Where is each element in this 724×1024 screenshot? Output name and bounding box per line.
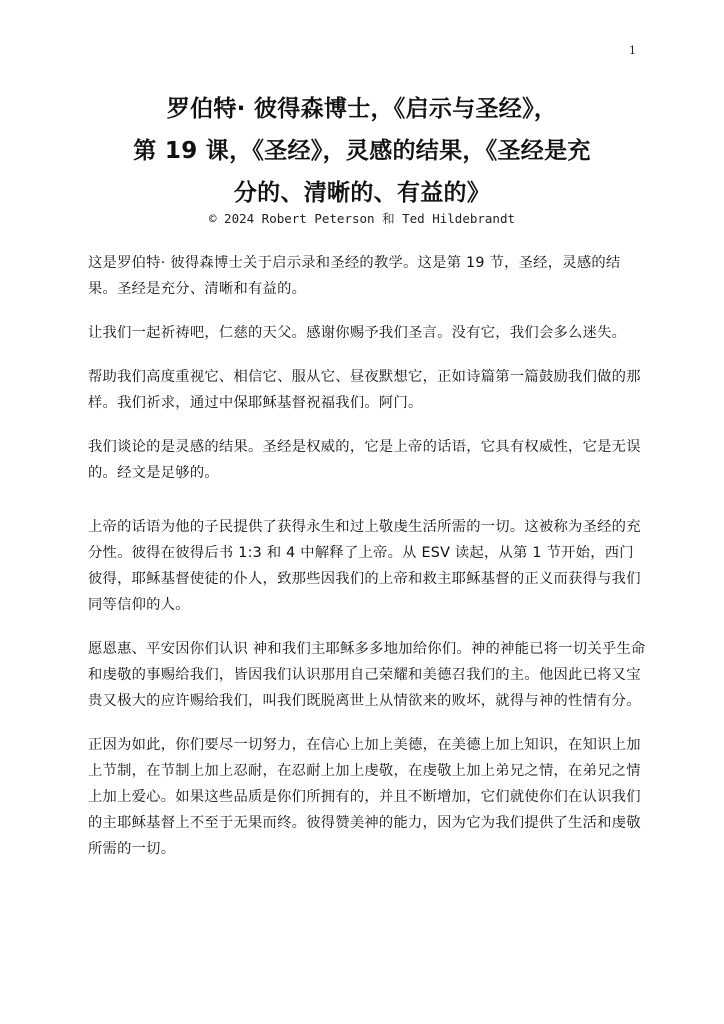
paragraph-scripture-quote: 愿恩惠、平安因你们认识 神和我们主耶稣多多地加给你们。神的神能已将一切关乎生命和虔敬的事赐给我们，皆因我们认识那用自己荣耀和美德召我们的主。他因此已将又宝贵又极大的应许赐给我们，叫我们既脱离世上从情欲来的败坏，就得与神的性情有分。 xyxy=(88,641,646,709)
copyright-line: © 2024 Robert Peterson 和 Ted Hildebrandt xyxy=(209,211,515,226)
paragraph-prayer-1: 让我们一起祈祷吧，仁慈的天父。感谢你赐予我们圣言。没有它，我们会多么迷失。 xyxy=(88,325,627,341)
title-line-3: 分的、清晰的、有益的》 xyxy=(233,180,491,206)
title-block xyxy=(60,88,664,228)
title-line-2: 第 19 课，《圣经》，灵感的结果，《圣经是充 xyxy=(133,138,591,164)
paragraph-sufficiency: 上帝的话语为他的子民提供了获得永生和过上敬虔生活所需的一切。这被称为圣经的充分性。彼得在彼得后书 1:3 和 4 中解释了上帝。从 ESV 读起，从第 1 节开始，西门彼得，耶稣基督使徒的仆人，致那些因我们的上帝和救主耶稣基督的正义而获得与我们同等信仰的人。 xyxy=(88,519,641,613)
page-number: 1 xyxy=(629,44,636,57)
title-line-1: 罗伯特· 彼得森博士，《启示与圣经》， xyxy=(166,96,558,122)
paragraph-virtues: 正因为如此，你们要尽一切努力，在信心上加上美德，在美德上加上知识，在知识上加上节制，在节制上加上忍耐，在忍耐上加上虔敬，在虔敬上加上弟兄之情，在弟兄之情上加上爱心。如果这些品质是你们所拥有的，并且不断增加，它们就使你们在认识我们的主耶稣基督上不至于无果而终。彼得赞美神的能力，因为它为我们提供了生活和虔敬所需的一切。 xyxy=(88,737,641,857)
paragraph-intro: 这是罗伯特· 彼得森博士关于启示录和圣经的教学。这是第 19 节，圣经，灵感的结果。圣经是充分、清晰和有益的。 xyxy=(88,255,621,297)
paragraph-inspiration: 我们谈论的是灵感的结果。圣经是权威的，它是上帝的话语，它具有权威性，它是无误的。经文是足够的。 xyxy=(88,439,641,481)
paragraph-prayer-2: 帮助我们高度重视它、相信它、服从它、昼夜默想它，正如诗篇第一篇鼓励我们做的那样。我们祈求，通过中保耶稣基督祝福我们。阿门。 xyxy=(88,369,641,411)
body-text xyxy=(88,250,648,880)
